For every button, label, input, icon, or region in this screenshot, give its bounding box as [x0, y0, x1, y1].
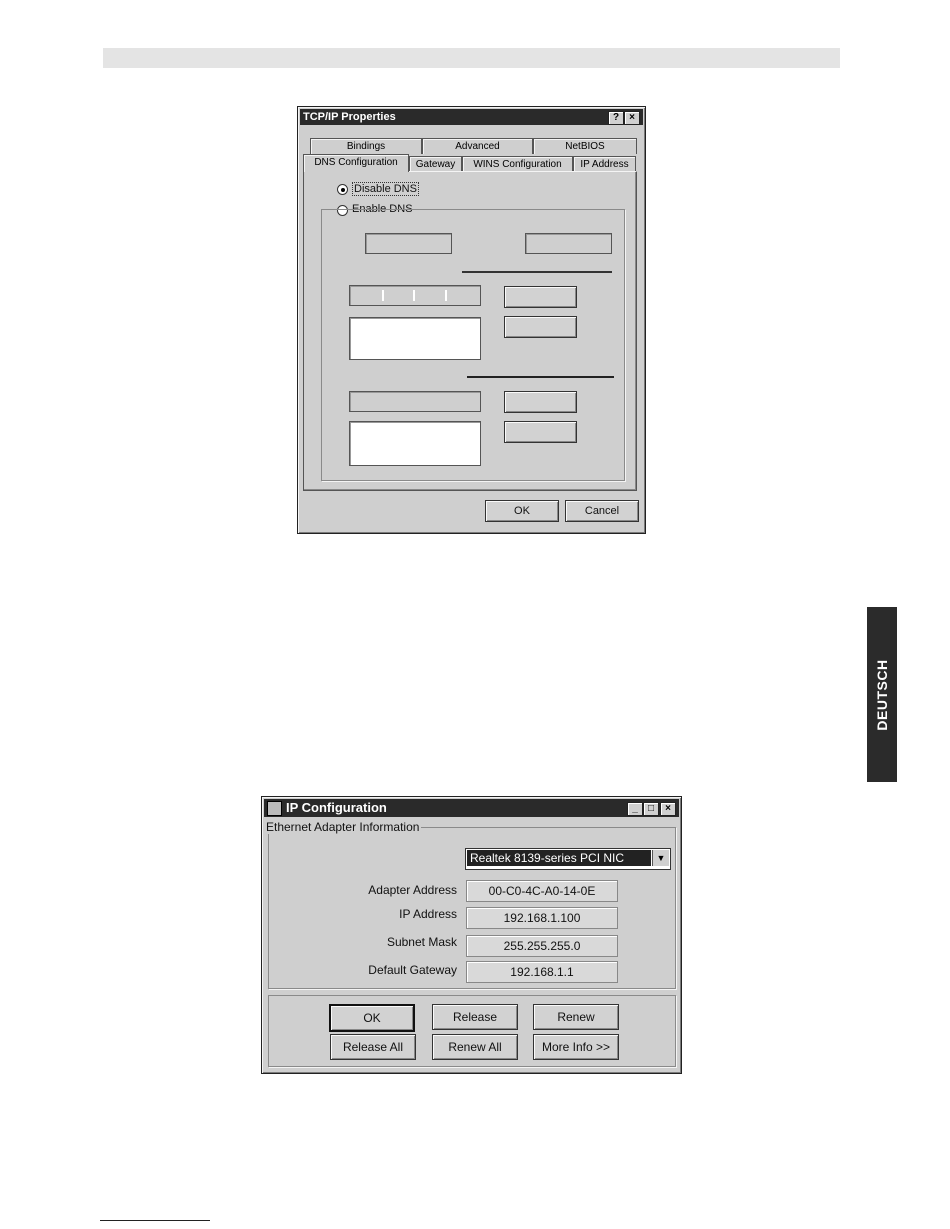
more-info-button[interactable]: More Info >>	[533, 1034, 619, 1060]
ip-dot-1	[382, 290, 384, 301]
dns-server-list	[349, 317, 481, 360]
tab-ip-address[interactable]: IP Address	[573, 156, 636, 172]
adapter-address-value: 00-C0-4C-A0-14-0E	[466, 880, 618, 902]
adapter-select[interactable]	[465, 848, 671, 870]
ip-dot-2	[413, 290, 415, 301]
ipconfig-button-panel	[268, 995, 676, 1067]
tab-wins-configuration[interactable]: WINS Configuration	[462, 156, 573, 172]
enable-dns-label[interactable]: Enable DNS	[352, 203, 413, 215]
ethernet-adapter-groupbox	[266, 820, 676, 989]
close-icon[interactable]: ×	[624, 111, 640, 125]
tab-dns-configuration[interactable]: DNS Configuration	[303, 154, 409, 172]
dns-server-ip-input	[349, 285, 481, 306]
renew-button[interactable]: Renew	[533, 1004, 619, 1030]
suffix-add-button	[504, 391, 577, 413]
host-field	[365, 233, 452, 254]
domain-field	[525, 233, 612, 254]
network-icon	[267, 801, 282, 816]
domain-suffix-input	[349, 391, 481, 412]
dns-tab-page	[303, 171, 637, 491]
language-side-tab-label: DEUTSCH	[874, 658, 890, 731]
adapter-select-value: Realtek 8139-series PCI NIC	[467, 850, 651, 866]
release-all-button[interactable]: Release All	[330, 1034, 416, 1060]
tab-advanced[interactable]: Advanced	[422, 138, 533, 154]
ip-address-value: 192.168.1.100	[466, 907, 618, 929]
language-side-tab	[867, 607, 897, 782]
tcpip-title: TCP/IP Properties	[303, 111, 396, 123]
dns-add-button	[504, 286, 577, 308]
help-icon[interactable]: ?	[608, 111, 624, 125]
ip-configuration-dialog	[261, 796, 682, 1074]
domain-suffix-list	[349, 421, 481, 466]
close-icon[interactable]: ×	[660, 802, 676, 816]
subnet-mask-label: Subnet Mask	[386, 935, 457, 949]
dns-server-search-order-divider	[462, 271, 612, 273]
chevron-down-icon[interactable]: ▼	[652, 850, 669, 866]
adapter-address-label: Adapter Address	[368, 883, 457, 897]
subnet-mask-value: 255.255.255.0	[466, 935, 618, 957]
ipconfig-ok-button[interactable]: OK	[329, 1004, 415, 1032]
page-header-bar	[103, 48, 840, 68]
default-gateway-label: Default Gateway	[368, 963, 457, 977]
tcpip-properties-dialog	[297, 106, 646, 534]
tcpip-ok-button[interactable]: OK	[485, 500, 559, 522]
ipconfig-title: IP Configuration	[286, 800, 387, 815]
ip-dot-3	[445, 290, 447, 301]
ipconfig-title-bar	[264, 799, 679, 817]
suffix-remove-button	[504, 421, 577, 443]
minimize-icon[interactable]: _	[627, 802, 643, 816]
default-gateway-value: 192.168.1.1	[466, 961, 618, 983]
dns-groupbox	[321, 209, 625, 481]
tab-netbios[interactable]: NetBIOS	[533, 138, 637, 154]
tcpip-cancel-button[interactable]: Cancel	[565, 500, 639, 522]
ethernet-adapter-group-title: Ethernet Adapter Information	[266, 820, 420, 834]
disable-dns-radio[interactable]	[337, 184, 348, 195]
domain-suffix-search-order-divider	[467, 376, 614, 378]
tcpip-title-bar	[300, 109, 643, 125]
renew-all-button[interactable]: Renew All	[432, 1034, 518, 1060]
ip-address-label: IP Address	[399, 907, 457, 921]
disable-dns-label[interactable]: Disable DNS	[354, 183, 417, 195]
release-button[interactable]: Release	[432, 1004, 518, 1030]
tab-gateway[interactable]: Gateway	[409, 156, 462, 172]
maximize-icon[interactable]: □	[643, 802, 659, 816]
dns-remove-button	[504, 316, 577, 338]
tab-bindings[interactable]: Bindings	[310, 138, 422, 154]
footer-rule	[100, 1220, 210, 1221]
